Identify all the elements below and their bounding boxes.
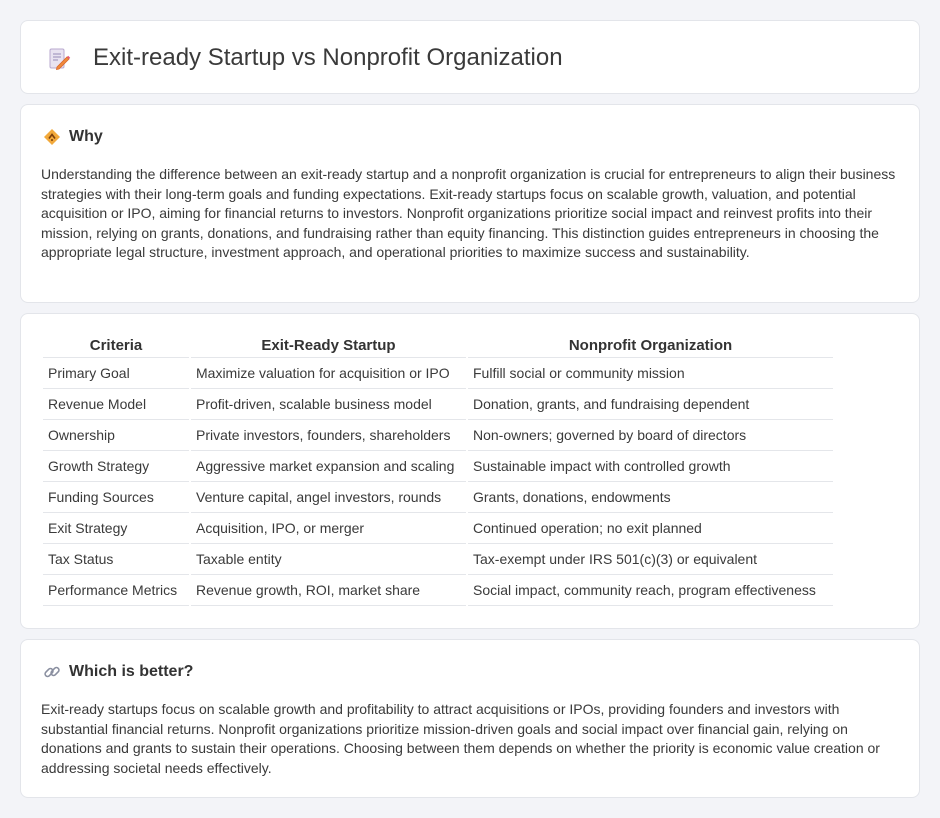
table-cell: Growth Strategy bbox=[43, 451, 189, 482]
table-cell: Performance Metrics bbox=[43, 575, 189, 606]
table-row bbox=[43, 420, 833, 451]
comparison-table bbox=[41, 334, 835, 606]
table-cell: Grants, donations, endowments bbox=[468, 482, 833, 513]
table-cell: Venture capital, angel investors, rounds bbox=[191, 482, 466, 513]
table-cell: Sustainable impact with controlled growth bbox=[468, 451, 833, 482]
better-body: Exit-ready startups focus on scalable growth and profitability to attract acquisitions or IPOs, providing founders and investors with substantial financial returns. Nonprofit organizations prioritize mission-driven goals and social impact over financial gain, relying on donations and grants to sustain their operations. Choosing between them depends on whether the priority is economic value creation or addressing societal needs effectively. bbox=[41, 701, 880, 776]
why-heading bbox=[43, 127, 103, 147]
table-row bbox=[43, 451, 833, 482]
table-cell: Revenue growth, ROI, market share bbox=[191, 575, 466, 606]
table-cell: Taxable entity bbox=[191, 544, 466, 575]
better-title: Which is better? bbox=[69, 663, 194, 680]
better-heading bbox=[43, 662, 193, 682]
column-header-nonprofit: Nonprofit Organization bbox=[468, 334, 833, 358]
why-section bbox=[20, 104, 920, 303]
header-card bbox=[20, 20, 920, 94]
why-title: Why bbox=[69, 128, 103, 145]
comparison-table-card bbox=[20, 313, 920, 629]
table-cell: Exit Strategy bbox=[43, 513, 189, 544]
link-icon bbox=[43, 663, 61, 681]
diamond-signal-icon bbox=[43, 128, 61, 146]
table-header-row bbox=[43, 334, 833, 358]
table-cell: Primary Goal bbox=[43, 358, 189, 389]
table-cell: Private investors, founders, shareholders bbox=[191, 420, 466, 451]
table-cell: Continued operation; no exit planned bbox=[468, 513, 833, 544]
table-cell: Aggressive market expansion and scaling bbox=[191, 451, 466, 482]
table-cell: Maximize valuation for acquisition or IPO bbox=[191, 358, 466, 389]
why-body: Understanding the difference between an exit-ready startup and a nonprofit organization is crucial for entrepreneurs to align their business strategies with their long-term goals and funding expectations. Exit-ready startups focus on scalable growth, valuation, and potential acquisition or IPO, aiming for financial returns to investors. Nonprofit organizations prioritize social impact and reinvest profits into their mission, relying on grants, donations, and fundraising rather than equity financing. This distinction guides entrepreneurs in choosing the appropriate legal structure, investment approach, and operational priorities to maximize success and sustainability. bbox=[41, 166, 896, 260]
table-row bbox=[43, 358, 833, 389]
table-cell: Ownership bbox=[43, 420, 189, 451]
which-is-better-section bbox=[20, 639, 920, 798]
table-cell: Tax Status bbox=[43, 544, 189, 575]
table-cell: Non-owners; governed by board of directors bbox=[468, 420, 833, 451]
table-row bbox=[43, 513, 833, 544]
table-row bbox=[43, 544, 833, 575]
column-header-criteria: Criteria bbox=[43, 334, 189, 358]
table-cell: Donation, grants, and fundraising dependent bbox=[468, 389, 833, 420]
table-row bbox=[43, 482, 833, 513]
table-cell: Revenue Model bbox=[43, 389, 189, 420]
table-cell: Social impact, community reach, program effectiveness bbox=[468, 575, 833, 606]
table-cell: Profit-driven, scalable business model bbox=[191, 389, 466, 420]
table-row bbox=[43, 575, 833, 606]
table-cell: Funding Sources bbox=[43, 482, 189, 513]
table-cell: Acquisition, IPO, or merger bbox=[191, 513, 466, 544]
table-cell: Fulfill social or community mission bbox=[468, 358, 833, 389]
column-header-startup: Exit-Ready Startup bbox=[191, 334, 466, 358]
table-cell: Tax-exempt under IRS 501(c)(3) or equivalent bbox=[468, 544, 833, 575]
table-row bbox=[43, 389, 833, 420]
page-title: Exit-ready Startup vs Nonprofit Organization bbox=[93, 44, 563, 71]
document-pencil-icon bbox=[47, 47, 71, 71]
